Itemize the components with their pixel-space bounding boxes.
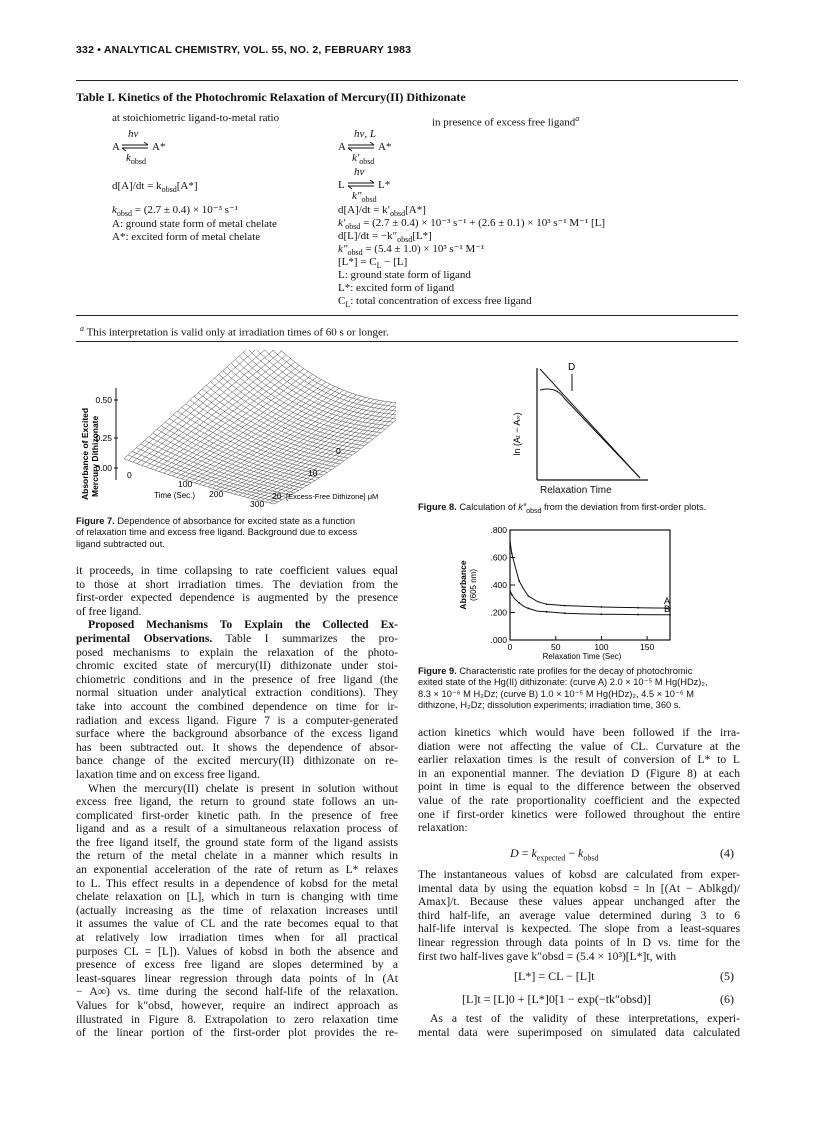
equilibrium-arrow-icon xyxy=(122,142,150,152)
figure-7-surface-plot xyxy=(76,350,396,518)
series-line-B xyxy=(510,591,670,615)
figure-7-caption: Figure 7. Dependence of absorbance for excited state as a function of relaxation time and excess free ligand. Background due to excess ligand subtracted out. xyxy=(76,516,358,549)
time-tick-label: 0 xyxy=(127,470,132,480)
text-line: presence of excess free ligand are slopes determined by a xyxy=(76,958,398,972)
text-line: take into account the combined dependence on time for ir- xyxy=(76,699,398,713)
text-line: excess free ligand, the return to ground state follows an un- xyxy=(76,795,398,809)
data-point xyxy=(527,595,529,597)
text-line: surface where the background absorbance of the excess ligand xyxy=(76,727,398,741)
y-tick-label: .800 xyxy=(490,525,507,535)
chart-plot-area xyxy=(458,525,671,661)
right-scheme-a: hν, L A A* $k'_{obsd}$ xyxy=(338,128,392,167)
data-point xyxy=(511,594,513,596)
body-right-column-top xyxy=(418,726,740,835)
text-line: chromic excited state of mercury(II) dithizonate under stoi- xyxy=(76,659,398,673)
body-right-column-mid xyxy=(418,868,740,963)
mesh-line xyxy=(243,401,383,496)
text-line: perimental Observations. Table I summarizes the pro- xyxy=(76,631,398,645)
text-line: in an exponential manner. The deviation D (Figure 8) at each xyxy=(418,766,740,780)
time-tick-label: 200 xyxy=(209,489,224,499)
y-axis-label: ln (At − A∞) xyxy=(512,412,522,456)
data-point xyxy=(518,602,520,604)
table-footnote: $^a$ This interpretation is valid only at irradiation times of 60 s or longer. xyxy=(80,324,389,339)
text-line: to L. This effect results in a dependence of kobsd for the metal xyxy=(76,876,398,890)
figure-9-caption: Figure 9. Characteristic rate profiles for the decay of photochromic exited state of the Hg(II) dithizonate: (curve A) 2.0 × 10⁻⁵ M Hg(HDz)₂, 8.3 × 10⁻⁶ M H₂Dz; (curve B) 1.0 × 10⁻⁵ M Hg(HDz)₂, 4.5 × 10⁻⁶ M dithizone, H₂Dz; dissolution experiments; irradiation time, 360 s. xyxy=(418,666,708,711)
time-tick-label: 100 xyxy=(178,479,193,489)
text-line: purposes CL = [L]). Values of kobsd in both the absence and xyxy=(76,944,398,958)
y-axis-label: Absorbance xyxy=(458,560,468,610)
text-line: of free ligand. xyxy=(76,604,142,618)
x-tick-label: 150 xyxy=(640,642,655,652)
text-line: first-order expected dependence is augmented by the presence xyxy=(76,591,398,605)
text-line: first two half-lives gave k″obsd = (5.4 × 10³)[L*]t, with xyxy=(418,949,677,963)
z-tick-label: 0.00 xyxy=(95,463,112,473)
mesh-line xyxy=(149,437,299,491)
text-line: illustrated in Figure 8. Extrapolation to zero relaxation time xyxy=(76,1012,398,1026)
text-line: mental data were superimposed on simulated data calculated xyxy=(418,1025,740,1039)
data-point xyxy=(518,580,520,582)
data-point xyxy=(637,614,639,616)
text-line: it proceeds, in time collapsing to rate coefficient values equal xyxy=(76,564,398,577)
right-def-cl: $C_L$: total concentration of excess free ligand xyxy=(338,295,532,310)
time-axis-label: Time (Sec.) xyxy=(154,491,196,500)
text-line: normal situation under analytical extraction conditions). They xyxy=(76,686,398,700)
x-axis-label: Relaxation Time (Sec) xyxy=(542,652,622,661)
y-tick-label: .200 xyxy=(490,607,507,618)
ligand-tick-label: 20 xyxy=(272,491,282,501)
table-right-heading: in presence of excess free ligand$^a$ xyxy=(432,114,580,129)
curve-label: B xyxy=(664,603,671,614)
mesh-line xyxy=(248,350,397,419)
mesh-line xyxy=(137,350,277,464)
equation-4-number: (4) xyxy=(720,846,734,860)
right-k1-value: $k'_{obsd} = (2.7 \pm 0.4) \times 10^{-3}$ s⁻¹ + (2.6 ± 0.1) × 10³ s⁻¹ M⁻¹ [L] xyxy=(338,217,606,232)
mesh-line xyxy=(145,440,295,492)
observed-curve xyxy=(540,389,640,478)
left-scheme: hν A A* $k_{obsd}$ xyxy=(112,128,166,167)
ligand-tick-label: 10 xyxy=(308,468,318,478)
left-rate-eq: $d[A]/dt = k_{obsd}[A*]$ xyxy=(112,180,198,195)
left-def-a: A: ground state form of metal chelate xyxy=(112,218,277,230)
equilibrium-arrow-icon xyxy=(348,180,376,190)
text-line: laxation time and on excess free ligand. xyxy=(76,767,260,781)
equation-5: [L*] = CL − [L]t xyxy=(514,969,595,983)
z-tick-label: 0.50 xyxy=(95,395,112,405)
mesh-line xyxy=(177,377,317,477)
mesh-line xyxy=(243,352,393,422)
series-line-A xyxy=(510,541,670,608)
text-line: (actually increasing as the time of relaxation increases until xyxy=(76,903,398,917)
text-line: Amax]/t. Because these values appear unchanged after the xyxy=(418,895,740,909)
data-point xyxy=(601,613,603,615)
text-line: half-life interval is kexpected. The slope from a least-squares xyxy=(418,922,740,936)
text-line: When the mercury(II) chelate is present in solution without xyxy=(88,781,398,795)
mesh-line xyxy=(211,382,361,449)
right-def-lstar: L*: excited form of ligand xyxy=(338,282,455,294)
text-line: Values for k″obsd, however, require an indirect approach as xyxy=(76,999,398,1012)
text-line: third half-life, an average value determined during 3 to 6 xyxy=(418,908,740,922)
x-tick-label: 100 xyxy=(594,642,609,652)
z-axis-label: Absorbance of Excited xyxy=(80,407,90,500)
y-tick-label: .400 xyxy=(490,580,507,590)
mesh-line xyxy=(208,392,348,487)
data-point xyxy=(564,605,566,607)
text-line: ligand and as a result of a simultaneous relaxation process of xyxy=(76,822,398,836)
mesh-line xyxy=(157,429,307,485)
figure-8-x-label: Relaxation Time xyxy=(540,485,612,496)
right-k2-value: $k''_{obsd} = (5.4 \pm 1.0) \times 10^3$ s⁻¹ M⁻¹ xyxy=(338,243,485,258)
data-point xyxy=(637,607,639,609)
text-line: to those at short irradiation times. The deviation from the xyxy=(76,577,398,591)
figure-9-chart xyxy=(444,524,684,664)
text-line: linear regression through data points of ln D vs. time for the xyxy=(418,935,740,949)
figure-8-caption: Figure 8. Calculation of $k''_{obsd}$ from the deviation from first-order plots. xyxy=(418,502,707,515)
time-tick-label: 300 xyxy=(250,499,265,509)
y-tick-label: .000 xyxy=(490,635,507,645)
table-top-rule xyxy=(76,80,738,81)
data-point xyxy=(511,552,513,554)
text-line: earlier relaxation times is the result of conversion of L* to L xyxy=(418,753,740,767)
text-line: point in time is equal to the difference between the observed xyxy=(418,780,740,794)
text-line: diation were not affecting the value of CL. Curvature at the xyxy=(418,739,740,753)
plot-frame xyxy=(510,530,670,640)
text-line: least-squares linear regression through data points of ln (At xyxy=(76,971,398,985)
mesh-line xyxy=(264,350,396,404)
text-line: the free ligand itself, the ground state form of the ligand assists xyxy=(76,835,398,849)
text-line: it assumes the value of CL and the rate becomes equal to that xyxy=(76,917,398,931)
right-def-l: L: ground state form of ligand xyxy=(338,269,471,281)
data-point xyxy=(669,614,671,616)
ligand-axis-label: [Excess-Free Dithizone] μM xyxy=(286,492,379,501)
text-line: relaxation: xyxy=(418,821,468,835)
text-line: value of the rate proportionality coefficient and the expected xyxy=(418,793,740,807)
text-line: As a test of the validity of these interpretations, experi- xyxy=(430,1012,740,1025)
table-left-heading: at stoichiometric ligand-to-metal ratio xyxy=(112,112,280,124)
panel-label: D xyxy=(568,362,576,373)
text-line: at relatively low irradiation times when for all practical xyxy=(76,931,398,945)
body-right-column-bottom xyxy=(418,1012,740,1039)
mesh-line xyxy=(235,360,385,430)
x-tick-label: 0 xyxy=(507,642,513,652)
z-tick-label: 0.25 xyxy=(95,433,112,443)
right-scheme-l: hν L L* $k''_{obsd}$ xyxy=(338,166,391,205)
ligand-tick-label: 0 xyxy=(336,446,341,456)
data-point xyxy=(546,603,548,605)
text-line: one if first-order kinetics were followed throughout the entire xyxy=(418,807,740,821)
mesh-line xyxy=(181,380,321,479)
left-def-astar: A*: excited form of metal chelate xyxy=(112,231,261,243)
left-kobsd-value: $k_{obsd} = (2.7 \pm 0.4) \times 10^{-3}$ s⁻¹ xyxy=(112,204,239,219)
text-line: action kinetics which would have been followed if the irra- xyxy=(418,726,740,739)
text-line: chiometric conditions and in the presence of free ligand (the xyxy=(76,672,398,686)
right-rate-eq2: $d[L]/dt = -k''_{obsd}[L*]$ xyxy=(338,230,432,245)
x-tick-label: 50 xyxy=(550,642,561,652)
y-axis-label: (605 nm) xyxy=(469,568,478,602)
text-line: − A∞) vs. time during the second half-life of the relaxation. xyxy=(76,985,398,999)
equilibrium-arrow-icon xyxy=(348,142,376,152)
table-bottom-rule xyxy=(76,315,738,316)
text-line: posed mechanisms to explain the relaxation of the photo- xyxy=(76,645,398,659)
table-title: Table I. Kinetics of the Photochromic Relaxation of Mercury(II) Dithizonate xyxy=(76,90,466,104)
mesh-line xyxy=(260,350,396,408)
mesh-line xyxy=(128,350,268,460)
figure-8-plot xyxy=(500,352,650,502)
mesh-line xyxy=(124,459,274,504)
equation-6-number: (6) xyxy=(720,992,734,1006)
data-point xyxy=(601,606,603,608)
curve-label: A xyxy=(664,596,671,607)
equation-6: [L]t = [L]0 + [L*]0[1 − exp(−tk″obsd)] xyxy=(462,992,651,1006)
surface-mesh xyxy=(124,350,396,504)
right-rate-eq1: $d[A]/dt = k'_{obsd}[A*]$ xyxy=(338,204,426,219)
z-axis-label: Mercury Dithizonate xyxy=(90,415,100,497)
right-lstar-eq: $[L*] = C_L - [L]$ xyxy=(338,256,408,271)
text-line: Proposed Mechanisms To Explain the Collected Ex- xyxy=(88,618,398,632)
text-line: has been subtracted out. It shows the dependence of absor- xyxy=(76,740,398,754)
text-line: the return of the metal chelate in a manner which results in xyxy=(76,849,398,863)
body-left-column xyxy=(76,564,398,1040)
mesh-line xyxy=(173,374,313,476)
text-line: an exponential acceleration of the rate of return as L* relaxes xyxy=(76,863,398,877)
data-point xyxy=(564,612,566,614)
text-line: chelate relaxation on [L], which in turn is changing with time xyxy=(76,890,398,904)
equation-5-number: (5) xyxy=(720,969,734,983)
y-tick-label: .600 xyxy=(490,552,507,563)
text-line: bance change of the excited mercury(II) dithizonate on re- xyxy=(76,754,398,768)
equation-4: $D = k_{expected} - k_{obsd}$ xyxy=(510,846,599,863)
section-rule xyxy=(76,341,738,342)
text-line: radiation and excess ligand. Figure 7 is a computer-generated xyxy=(76,713,398,727)
text-line: The instantaneous values of kobsd are calculated from exper- xyxy=(418,868,740,881)
data-point xyxy=(546,611,548,613)
data-point xyxy=(527,607,529,609)
text-line: imental data by using the equation kobsd = ln [(At − Ablkgd)/ xyxy=(418,881,740,895)
text-line: complicated first-order kinetic path. In the presence of free xyxy=(76,808,398,822)
running-header: 332 • ANALYTICAL CHEMISTRY, VOL. 55, NO. 2, FEBRUARY 1983 xyxy=(76,44,412,56)
text-line: of the linear portion of the first-order plot provides the re- xyxy=(76,1026,398,1040)
